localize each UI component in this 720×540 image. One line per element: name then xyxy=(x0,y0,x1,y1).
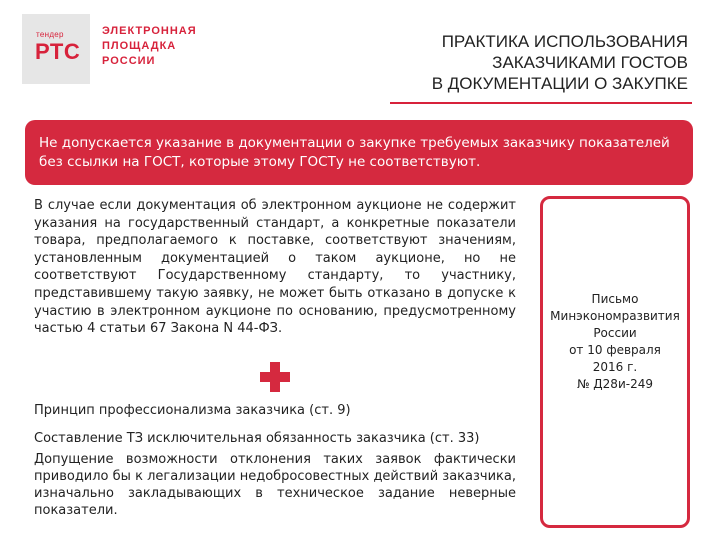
letter-reference-text xyxy=(543,291,687,393)
deviation-paragraph: Допущение возможности отклонения таких заявок фактически приводило бы к легализации недобросовестных действий заказчика, изначально закладывающих в техническое задание неверные показатели. xyxy=(34,452,516,518)
plus-icon xyxy=(260,362,290,392)
letter-line-1: Письмо xyxy=(591,292,639,306)
logo-line-2: ПЛОЩАДКА xyxy=(102,40,177,52)
title-underline xyxy=(390,102,692,104)
logo xyxy=(22,14,242,84)
key-statement-banner xyxy=(25,120,693,185)
key-statement-text: Не допускается указание в документации о закупке требуемых заказчику показателей без ссылки на ГОСТ, которые этому ГОСТу не соответствуют. xyxy=(39,135,670,170)
page-title-line-3: В ДОКУМЕНТАЦИИ О ЗАКУПКЕ xyxy=(431,74,688,93)
page-title-line-1: ПРАКТИКА ИСПОЛЬЗОВАНИЯ xyxy=(441,32,688,51)
main-paragraph: В случае если документация об электронном аукционе не содержит указания на государственный стандарт, а конкретные показатели товара, предполагаемого к поставке, соответствуют значениям, установленным документацией о таком аукционе, но не соответствуют Государственному стандарту, то участнику, представившему такую заявку, не может быть отказано в допуске к участию в электронном аукционе по основанию, предусмотренному частью 4 статьи 67 Закона N 44-ФЗ. xyxy=(34,198,516,337)
letter-line-4: от 10 февраля xyxy=(569,343,661,357)
logo-tender-text: тендер xyxy=(36,30,64,39)
logo-badge xyxy=(22,14,90,84)
tz-line: Составление ТЗ исключительная обязанность заказчика (ст. 33) xyxy=(34,431,480,446)
letter-line-3: России xyxy=(593,326,637,340)
letter-line-5: 2016 г. xyxy=(592,360,638,374)
page-title-line-2: ЗАКАЗЧИКАМИ ГОСТОВ xyxy=(492,53,688,72)
page-title xyxy=(308,31,688,94)
letter-line-6: № Д28и-249 xyxy=(577,377,653,391)
principle-line: Принцип профессионализма заказчика (ст. 9) xyxy=(34,403,351,418)
logo-wordmark xyxy=(102,24,242,69)
plus-icon-vertical xyxy=(270,362,280,392)
logo-rts-text: РТС xyxy=(35,39,81,64)
logo-line-1: ЭЛЕКТРОННАЯ xyxy=(102,25,197,37)
logo-line-3: РОССИИ xyxy=(102,55,156,67)
letter-line-2: Минэкономразвития xyxy=(550,309,680,323)
letter-reference-box xyxy=(540,196,690,528)
